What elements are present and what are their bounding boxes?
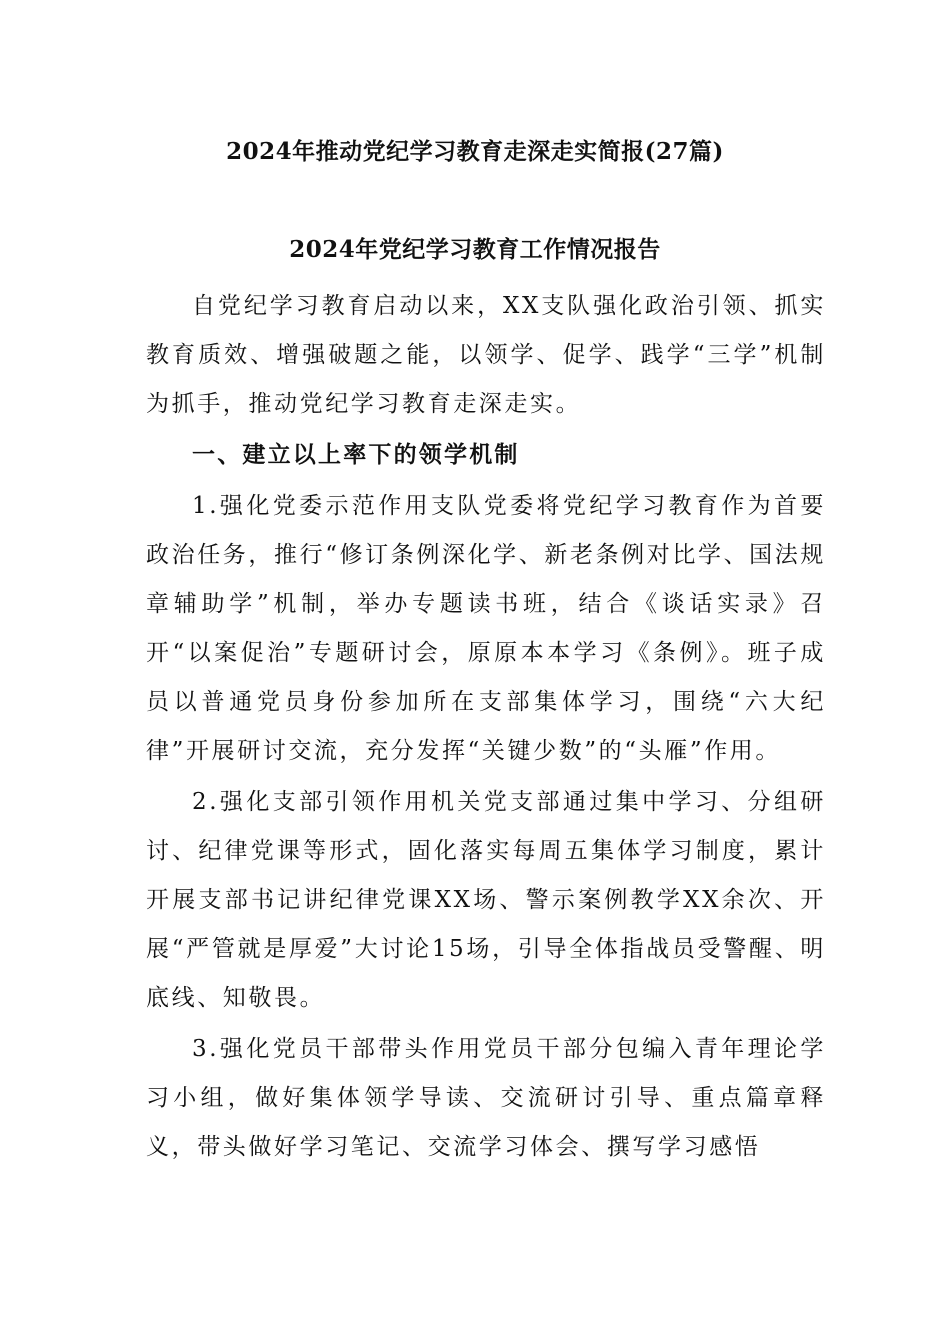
paragraph-3: 3.强化党员干部带头作用党员干部分包编入青年理论学习小组，做好集体领学导读、交流研讨引导、重点篇章释义，带头做好学习笔记、交流学习体会、撰写学习感悟 (146, 1036, 826, 1160)
document-title: 2024年推动党纪学习教育走深走实简报(27篇) (226, 138, 724, 165)
document-body (146, 282, 826, 1172)
section-heading: 一、建立以上率下的领学机制 (192, 442, 520, 468)
report-title: 2024年党纪学习教育工作情况报告 (289, 236, 661, 263)
paragraph-1: 1.强化党委示范作用支队党委将党纪学习教育作为首要政治任务，推行“修订条例深化学、新老条例对比学、国法规章辅助学”机制，举办专题读书班，结合《谈话实录》召开“以案促治”专题研讨会，原原本本学习《条例》。班子成员以普通党员身份参加所在支部集体学习，围绕“六大纪律”开展研讨交流，充分发挥“关键少数”的“头雁”作用。 (146, 493, 826, 764)
intro-paragraph: 自党纪学习教育启动以来，XX支队强化政治引领、抓实教育质效、增强破题之能，以领学、促学、践学“三学”机制为抓手，推动党纪学习教育走深走实。 (146, 293, 826, 417)
paragraph-2: 2.强化支部引领作用机关党支部通过集中学习、分组研讨、纪律党课等形式，固化落实每周五集体学习制度，累计开展支部书记讲纪律党课XX场、警示案例教学XX余次、开展“严管就是厚爱”大讨论15场，引导全体指战员受警醒、明底线、知敬畏。 (146, 789, 826, 1011)
